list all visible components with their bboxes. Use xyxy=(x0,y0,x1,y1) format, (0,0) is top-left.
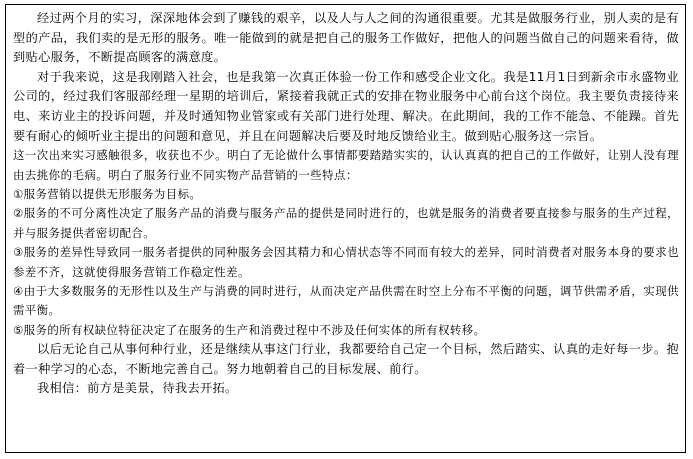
service-point-4: ④由于大多数服务的无形性以及生产与消费的同时进行，从而决定产品供需在时空上分布不平衡的问题，调节供需矛盾，实现供需平衡。 xyxy=(13,284,679,318)
service-point-2: ②服务的不可分离性决定了服务产品的消费与服务产品的提供是同时进行的，也就是服务的消费者要直接参与服务的生产过程，并与服务提供者密切配合。 xyxy=(13,206,679,240)
service-point-3: ③服务的差异性导致同一服务者提供的同种服务会因其精力和心情状态等不同而有较大的差异，同时消费者对服务本身的要求也参差不齐，这就使得服务营销工作稳定性差。 xyxy=(13,245,679,279)
paragraph-closing-motto: 我相信：前方是美景，待我去开拓。 xyxy=(37,381,238,396)
paragraph-job-description: 对于我来说，这是我刚踏入社会，也是我第一次真正体验一份工作和感受企业文化。我是11月1日到新余市永盛物业公司的，经过我们客服部经理一星期的培训后，紧接着我就正式的安排在物业服务中心前台这个岗位。我主要负责接待来电、来访业主的投诉问题，并及时通知物业管家或有关部门进行处理、解决。在此期间，我的工作不能急、不能躁。首先要有耐心的倾听业主提出的问题和意见，并且在问题解决后要及时地反馈给业主。做到贴心服务这一宗旨。 xyxy=(13,69,679,143)
service-point-5: ⑤服务的所有权缺位特征决定了在服务的生产和消费过程中不涉及任何实体的所有权转移。 xyxy=(13,322,486,337)
paragraph-future-goals: 以后无论自己从事何种行业，还是继续从事这门行业，我都要给自己定一个目标，然后踏实、认真的走好每一步。抱着一种学习的心态，不断地完善自己。努力地朝着自己的目标发展、前行。 xyxy=(13,342,679,376)
document-frame xyxy=(5,4,686,453)
service-point-1: ①服务营销以提供无形服务为目标。 xyxy=(13,186,202,201)
paragraph-internship-summary: 经过两个月的实习，深深地体会到了赚钱的艰辛，以及人与人之间的沟通很重要。尤其是做服务行业，别人卖的是有型的产品，我们卖的是无形的服务。唯一能做到的就是把自己的服务工作做好，把他人的问题当做自己的问题来看待，做到贴心服务，不断提高顾客的满意度。 xyxy=(13,11,679,65)
paragraph-lessons-learned: 这一次出来实习感触很多，收获也不少。明白了无论做什么事情都要踏踏实实的，认认真真的把自己的工作做好，让别人没有理由去挑你的毛病。明白了服务行业不同实物产品营销的一些特点： xyxy=(13,148,679,182)
